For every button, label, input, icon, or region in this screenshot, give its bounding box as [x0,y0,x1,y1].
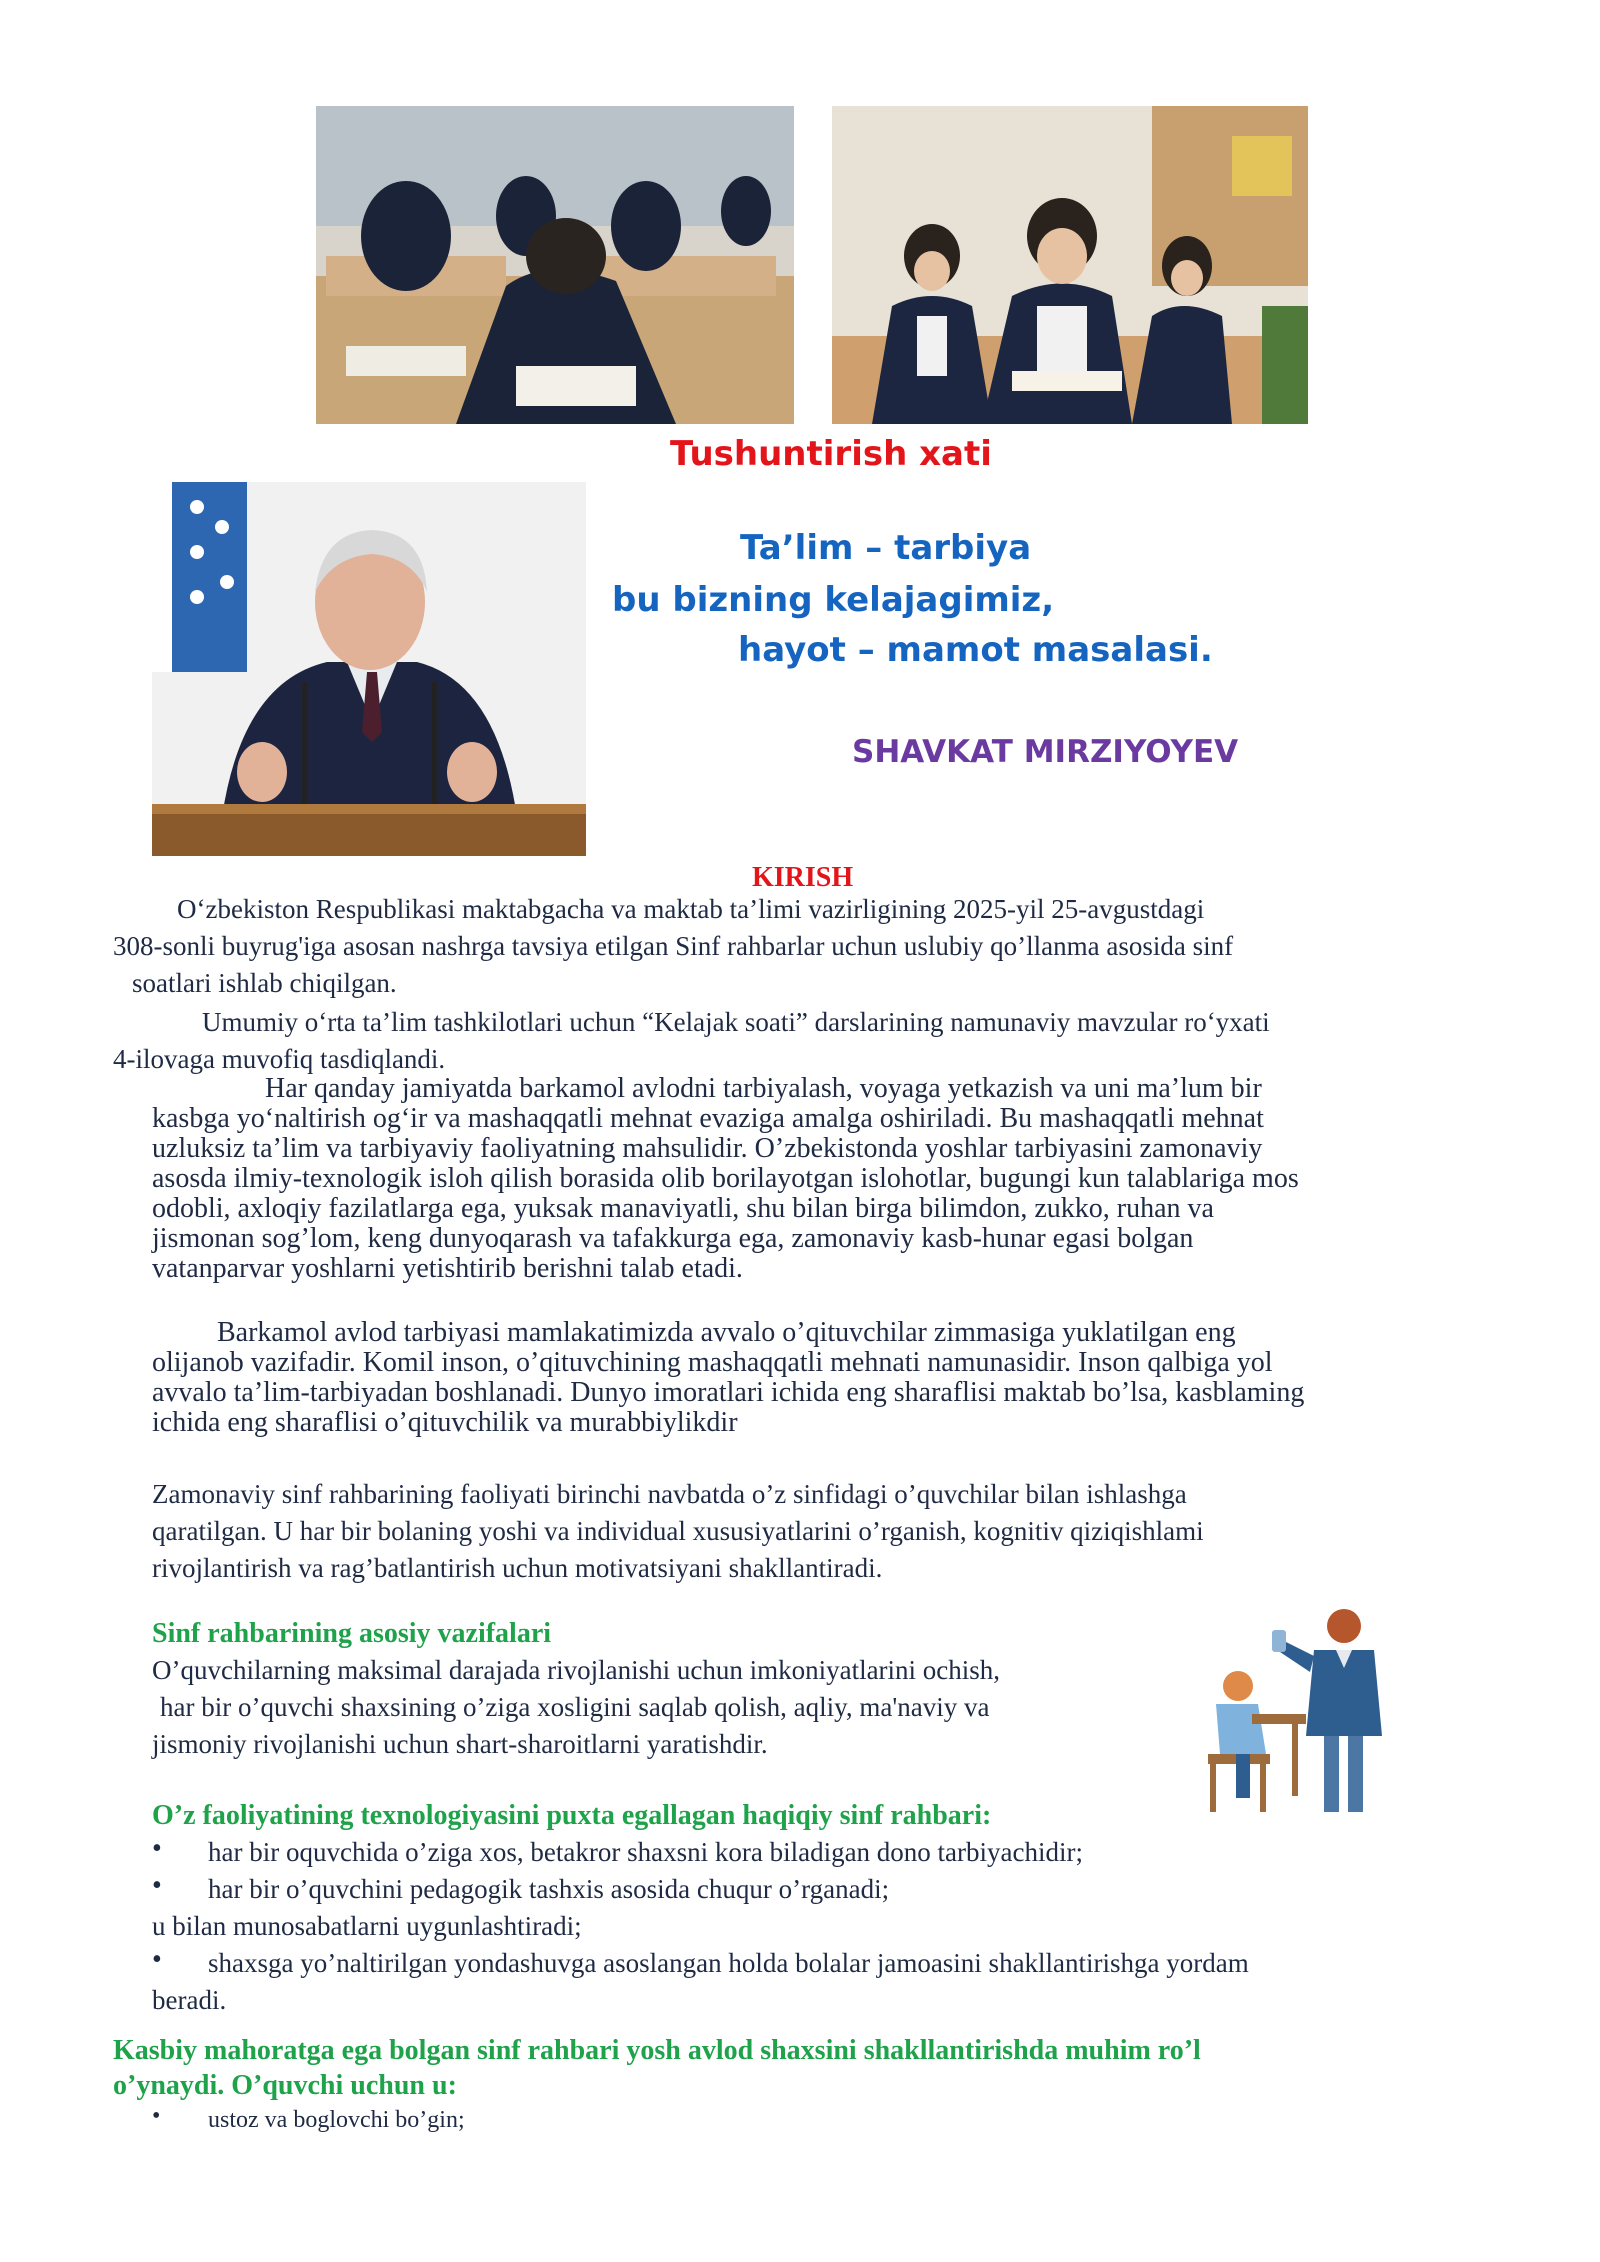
classroom-photo-right [832,106,1308,424]
tasks-heading: Sinf rahbarining asosiy vazifalari [152,1618,552,1649]
intro-p3-line6: jismonan sog’lom, keng dunyoqarash va tafakkurga ega, zamonaviy kasb-hunar egasi bolgan [152,1223,1194,1254]
quote-author: SHAVKAT MIRZIYOYEV [852,734,1239,770]
intro-p5-line2: qaratilgan. U har bir bolaning yoshi va individual xususiyatlarini o’rganish, kognitiv qiziqishlami [152,1516,1204,1546]
tasks-line2: har bir o’quvchi shaxsining o’ziga xosligini saqlab qolish, aqliy, ma'naviy va [160,1692,990,1722]
closing-bullet-1: ustoz va boglovchi bo’gin; [208,2107,465,2133]
quote-line-1: Ta’lim – tarbiya [740,528,1032,568]
closing-line-1: Kasbiy mahoratga ega bolgan sinf rahbari yosh avlod shaxsini shakllantirishda muhim ro’l [113,2035,1201,2066]
intro-p3-line7: vatanparvar yoshlarni yetishtirib berishni talab etadi. [152,1253,743,1284]
intro-p5-line1: Zamonaviy sinf rahbarining faoliyati birinchi navbatda o’z sinfidagi o’quvchilar bilan ishlashga [152,1479,1187,1509]
tasks-line3: jismoniy rivojlanishi uchun shart-sharoitlarni yaratishdir. [152,1729,768,1759]
closing-line-2: o’ynaydi. O’quvchi uchun u: [113,2070,457,2101]
teacher-student-illustration [1196,1606,1392,1816]
intro-p1-line1: O‘zbekiston Respublikasi maktabgacha va maktab ta’limi vazirligining 2025-yil 25-avgustdagi [177,894,1205,924]
bullet-icon: • [152,1833,162,1864]
intro-p3-line3: uzluksiz ta’lim va tarbiyaviy faoliyatning mahsulidir. O’zbekistonda yoshlar tarbiyasini zamonaviy [152,1133,1263,1164]
intro-p5-line3: rivojlantirish va rag’batlantirish uchun motivatsiyani shakllantiradi. [152,1553,883,1583]
speaker-portrait [152,482,586,856]
skilled-plain-line: u bilan munosabatlarni uygunlashtiradi; [152,1911,582,1941]
document-title: Tushuntirish xati [670,434,992,474]
intro-p3-line2: kasbga yo‘naltirish og‘ir va mashaqqatli mehnat evaziga amalga oshiriladi. Bu mashaqqatli mehnat [152,1103,1264,1134]
section-heading-kirish: KIRISH [752,862,854,893]
quote-line-3: hayot – mamot masalasi. [738,630,1213,670]
bullet-icon: • [152,2103,161,2129]
quote-line-2: bu bizning kelajagimiz, [612,580,1055,620]
intro-p2-line1: Umumiy o‘rta ta’lim tashkilotlari uchun “Kelajak soati” darslarining namunaviy mavzular ro‘yxati [202,1007,1270,1037]
classroom-photo-left [316,106,794,424]
intro-p4-line4: ichida eng sharaflisi o’qituvchilik va murabbiylikdir [152,1407,738,1438]
skilled-bullet-3: shaxsga yo’naltirilgan yondashuvga asoslangan holda bolalar jamoasini shakllantirishga yordam [208,1948,1249,1978]
skilled-bullet-3-cont: beradi. [152,1985,227,2015]
intro-p4-line3: avvalo ta’lim-tarbiyadan boshlanadi. Dunyo imoratlari ichida eng sharaflisi maktab bo’lsa, kasblaming [152,1377,1305,1408]
intro-p3-line1: Har qanday jamiyatda barkamol avlodni tarbiyalash, voyaga yetkazish va uni ma’lum bir [265,1073,1262,1104]
intro-p1-line3: soatlari ishlab chiqilgan. [132,968,397,998]
intro-p3-line5: odobli, axloqiy fazilatlarga ega, yuksak manaviyatli, shu bilan birga bilimdon, zukko, ruhan va [152,1193,1214,1224]
bullet-icon: • [152,1870,162,1901]
intro-p3-line4: asosda ilmiy-texnologik isloh qilish borasida olib borilayotgan islohotlar, bugungi kun talablariga mos [152,1163,1299,1194]
skilled-bullet-1: har bir oquvchida o’ziga xos, betakror shaxsni kora biladigan dono tarbiyachidir; [208,1837,1083,1867]
tasks-line1: O’quvchilarning maksimal darajada rivojlanishi uchun imkoniyatlarini ochish, [152,1655,1001,1685]
skilled-bullet-2: har bir o’quvchini pedagogik tashxis asosida chuqur o’rganadi; [208,1874,890,1904]
skilled-heading: O’z faoliyatining texnologiyasini puxta egallagan haqiqiy sinf rahbari: [152,1800,992,1831]
intro-p4-line1: Barkamol avlod tarbiyasi mamlakatimizda avvalo o’qituvchilar zimmasiga yuklatilgan eng [217,1317,1236,1348]
intro-p1-line2: 308-sonli buyrug'iga asosan nashrga tavsiya etilgan Sinf rahbarlar uchun uslubiy qo’llanma asosida sinf [113,931,1234,961]
bullet-icon: • [152,1944,162,1975]
intro-p4-line2: olijanob vazifadir. Komil inson, o’qituvchining mashaqqatli mehnati namunasidir. Inson qalbiga yol [152,1347,1273,1378]
intro-p2-line2: 4-ilovaga muvofiq tasdiqlandi. [113,1044,446,1074]
